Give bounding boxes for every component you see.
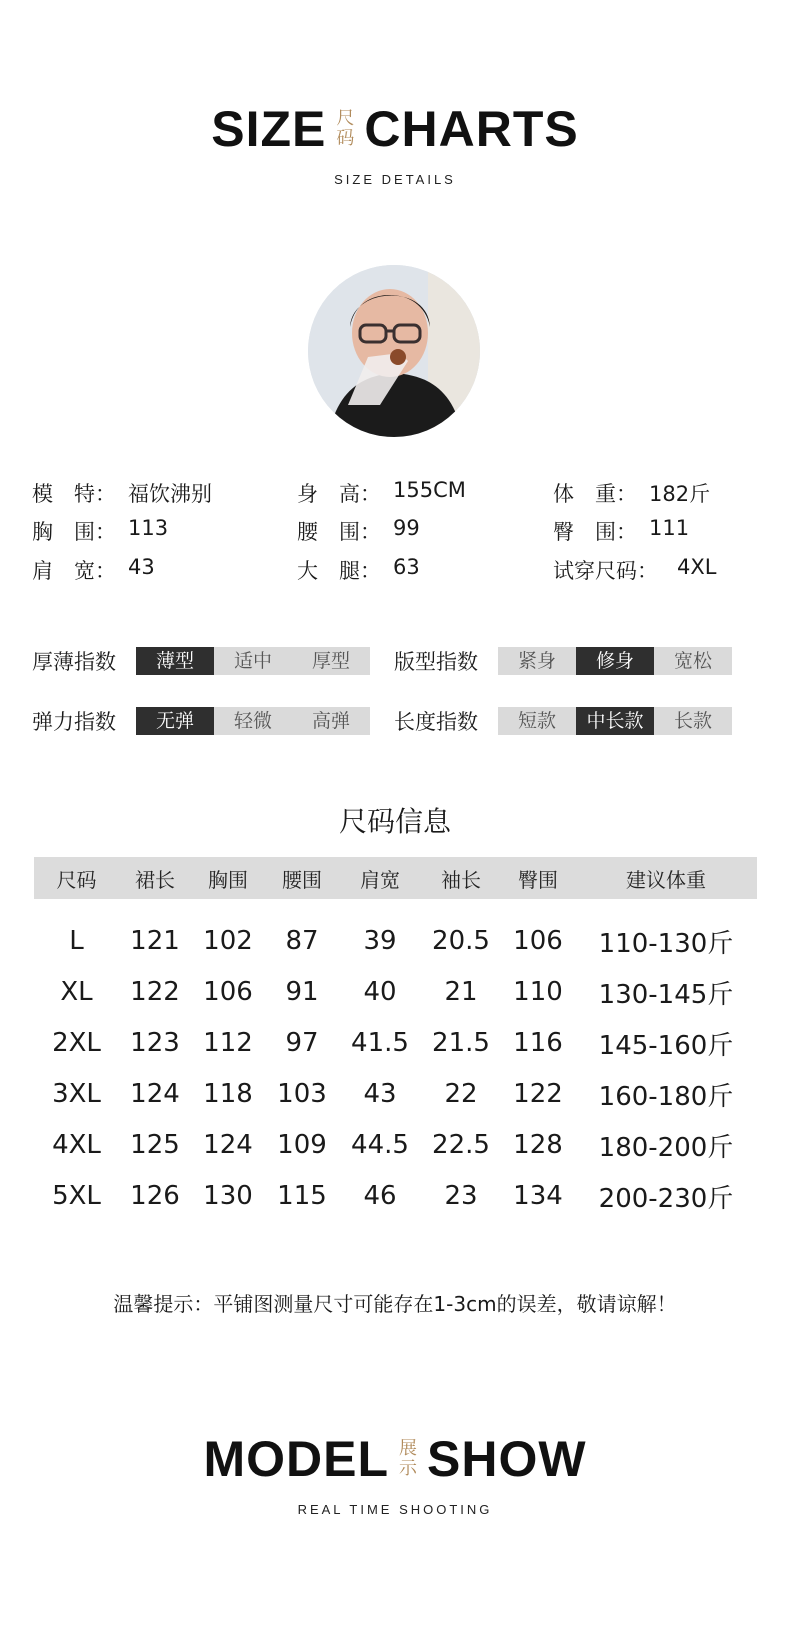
table-cell: 160-180斤 [598, 1081, 734, 1112]
index-row [32, 646, 370, 676]
index-options [498, 707, 732, 735]
table-cell: 21.5 [432, 1028, 490, 1058]
table-cell: 5XL [52, 1181, 101, 1211]
table-cell: 128 [513, 1130, 563, 1160]
model-info-value: 43 [128, 555, 155, 579]
model-info-item [297, 516, 420, 546]
table-cell: 110-130斤 [598, 928, 734, 959]
model-info-label: 身 高： [297, 482, 381, 506]
table-cell: 112 [203, 1028, 253, 1058]
table-header-cell: 袖长 [441, 867, 481, 892]
table-cell: 145-160斤 [598, 1030, 734, 1061]
index-option: 长款 [654, 707, 732, 735]
model-info-item [32, 478, 212, 508]
index-label: 弹力指数 [32, 710, 116, 734]
table-cell: 116 [513, 1028, 563, 1058]
table-cell: 46 [363, 1181, 397, 1211]
table-cell: 43 [363, 1079, 397, 1109]
model-info-label: 试穿尺码： [553, 559, 658, 583]
table-cell: 22 [444, 1079, 478, 1109]
table-cell: 4XL [52, 1130, 101, 1160]
table-cell: 3XL [52, 1079, 101, 1109]
table-row [34, 1170, 757, 1222]
index-row [32, 706, 370, 736]
table-cell: 44.5 [351, 1130, 409, 1160]
model-info-label: 胸 围： [32, 520, 116, 544]
index-option: 宽松 [654, 647, 732, 675]
table-cell: 134 [513, 1181, 563, 1211]
table-cell: 125 [130, 1130, 180, 1160]
index-option-selected: 无弹 [136, 707, 214, 735]
index-option-selected: 中长款 [576, 707, 654, 735]
index-option: 短款 [498, 707, 576, 735]
index-row [394, 646, 732, 676]
table-cell: 23 [444, 1181, 478, 1211]
table-header-cell: 建议体重 [626, 867, 706, 892]
model-info-item [297, 478, 466, 508]
table-cell: 121 [130, 926, 180, 956]
table-cell: 91 [285, 977, 319, 1007]
table-cell: 118 [203, 1079, 253, 1109]
footer-title-right: SHOW [427, 1431, 587, 1487]
table-cell: 40 [363, 977, 397, 1007]
index-label: 版型指数 [394, 650, 478, 674]
header-title-left: SIZE [211, 101, 327, 157]
model-info-label: 腰 围： [297, 520, 381, 544]
table-cell: 20.5 [432, 926, 490, 956]
index-option: 紧身 [498, 647, 576, 675]
table-cell: 102 [203, 926, 253, 956]
measurement-tip: 温馨提示：平铺图测量尺寸可能存在1-3cm的误差，敬请谅解！ [113, 1292, 677, 1316]
table-cell: L [69, 926, 84, 956]
size-charts-header [0, 101, 790, 187]
table-cell: 115 [277, 1181, 327, 1211]
model-info-item [32, 516, 168, 546]
model-info-label: 臀 围： [553, 520, 637, 544]
model-info-label: 肩 宽： [32, 559, 116, 583]
model-show-header [0, 1431, 790, 1517]
index-option: 适中 [214, 647, 292, 675]
index-options [136, 647, 370, 675]
table-cell: 103 [277, 1079, 327, 1109]
table-cell: 97 [285, 1028, 319, 1058]
model-info-value: 63 [393, 555, 420, 579]
index-option: 轻微 [214, 707, 292, 735]
model-info-item [297, 555, 420, 585]
table-row [34, 1068, 757, 1120]
table-cell: 122 [130, 977, 180, 1007]
model-info-value: 182斤 [649, 482, 711, 506]
table-header-cell: 裙长 [135, 867, 175, 892]
table-header-cell: 臀围 [518, 867, 558, 892]
model-info-item [553, 516, 689, 546]
index-options [136, 707, 370, 735]
model-info-value: 155CM [393, 478, 466, 502]
model-info-label: 大 腿： [297, 559, 381, 583]
table-cell: 180-200斤 [598, 1132, 734, 1163]
table-cell: 39 [363, 926, 397, 956]
header-title-right: CHARTS [364, 101, 579, 157]
table-cell: 130-145斤 [598, 979, 734, 1010]
table-row [34, 1119, 757, 1171]
footer-chinese-mark: 展 示 [399, 1438, 417, 1479]
table-cell: 124 [130, 1079, 180, 1109]
index-option-selected: 修身 [576, 647, 654, 675]
table-cell: 109 [277, 1130, 327, 1160]
table-cell: 126 [130, 1181, 180, 1211]
footer-title-left: MODEL [203, 1431, 389, 1487]
table-cell: XL [60, 977, 93, 1007]
table-header-cell: 腰围 [282, 867, 322, 892]
table-header-cell: 胸围 [208, 867, 248, 892]
model-info-label: 模 特： [32, 482, 116, 506]
table-header-cell: 肩宽 [360, 867, 400, 892]
model-info-value: 111 [649, 516, 690, 540]
table-row [34, 915, 757, 967]
size-table-title: 尺码信息 [338, 805, 451, 838]
table-cell: 106 [203, 977, 253, 1007]
table-cell: 106 [513, 926, 563, 956]
header-chinese-mark: 尺 码 [336, 108, 355, 149]
header-subtitle: SIZE DETAILS [334, 172, 456, 187]
table-header-cell: 尺码 [56, 867, 97, 892]
table-cell: 22.5 [432, 1130, 490, 1160]
table-cell: 21 [444, 977, 478, 1007]
table-cell: 122 [513, 1079, 563, 1109]
table-cell: 200-230斤 [598, 1183, 734, 1214]
index-label: 长度指数 [394, 710, 478, 734]
index-options [498, 647, 732, 675]
model-info-label: 体 重： [553, 482, 637, 506]
model-info-item [553, 478, 710, 508]
table-cell: 2XL [52, 1028, 101, 1058]
index-option-selected: 薄型 [136, 647, 214, 675]
size-table-header [34, 857, 757, 899]
model-info-value: 4XL [677, 555, 717, 579]
model-info-item [553, 555, 716, 585]
model-info-value: 113 [128, 516, 169, 540]
index-label: 厚薄指数 [32, 650, 116, 674]
table-cell: 110 [513, 977, 563, 1007]
table-cell: 130 [203, 1181, 253, 1211]
table-row [34, 1017, 757, 1069]
model-info-value: 99 [393, 516, 420, 540]
model-avatar [308, 265, 480, 437]
footer-subtitle: REAL TIME SHOOTING [297, 1502, 493, 1517]
model-info-item [32, 555, 155, 585]
table-cell: 87 [285, 926, 319, 956]
table-cell: 41.5 [351, 1028, 409, 1058]
table-cell: 124 [203, 1130, 253, 1160]
model-info-value: 福饮沸别 [128, 482, 212, 506]
table-cell: 123 [130, 1028, 180, 1058]
index-option: 高弹 [292, 707, 370, 735]
table-row [34, 966, 757, 1018]
index-row [394, 706, 732, 736]
index-option: 厚型 [292, 647, 370, 675]
